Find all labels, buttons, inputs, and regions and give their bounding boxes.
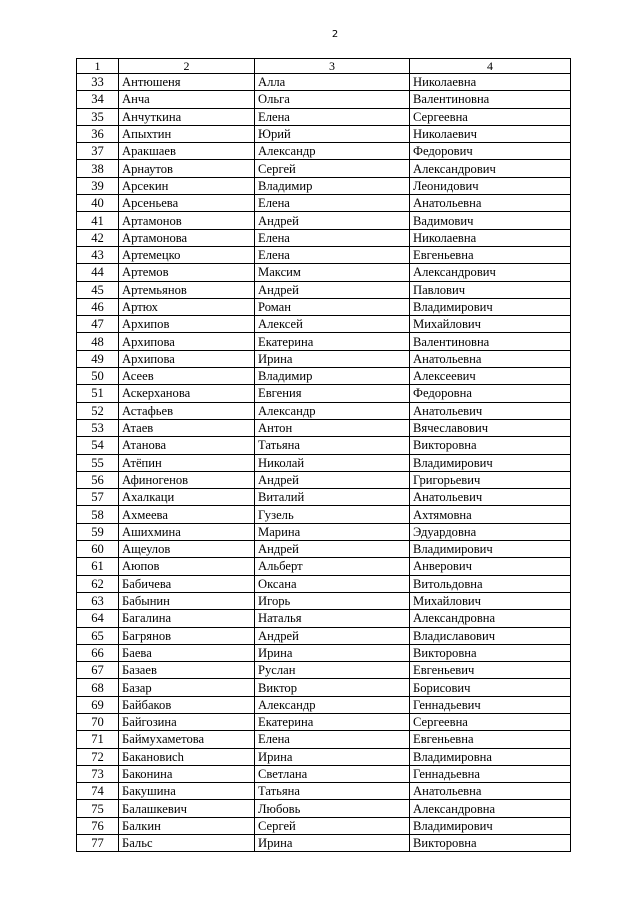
surname-cell: Арсеньева: [119, 195, 255, 212]
patronymic-cell: Александровна: [410, 610, 571, 627]
patronymic-cell: Леонидович: [410, 177, 571, 194]
row-number-cell: 42: [77, 229, 119, 246]
table-row: [77, 835, 571, 852]
first-name-cell: Сергей: [255, 160, 410, 177]
table-row: [77, 333, 571, 350]
table-row: [77, 350, 571, 367]
table-row: [77, 679, 571, 696]
table-header: [77, 59, 571, 74]
table-row: [77, 160, 571, 177]
table-row: [77, 229, 571, 246]
table-row: [77, 281, 571, 298]
first-name-cell: Ирина: [255, 644, 410, 661]
row-number-cell: 70: [77, 713, 119, 730]
surname-cell: Базар: [119, 679, 255, 696]
patronymic-cell: Вячеславович: [410, 419, 571, 436]
first-name-cell: Татьяна: [255, 437, 410, 454]
row-number-cell: 55: [77, 454, 119, 471]
patronymic-cell: Сергеевна: [410, 108, 571, 125]
row-number-cell: 44: [77, 264, 119, 281]
surname-cell: Анчуткина: [119, 108, 255, 125]
row-number-cell: 41: [77, 212, 119, 229]
table-row: [77, 419, 571, 436]
patronymic-cell: Анатольевна: [410, 195, 571, 212]
table-row: [77, 696, 571, 713]
patronymic-cell: Григорьевич: [410, 471, 571, 488]
first-name-cell: Виктор: [255, 679, 410, 696]
row-number-cell: 69: [77, 696, 119, 713]
patronymic-cell: Александрович: [410, 160, 571, 177]
page-number: 2: [331, 29, 339, 40]
table-row: [77, 385, 571, 402]
patronymic-cell: Анатольевна: [410, 783, 571, 800]
row-number-cell: 75: [77, 800, 119, 817]
row-number-cell: 66: [77, 644, 119, 661]
table-row: [77, 783, 571, 800]
first-name-cell: Наталья: [255, 610, 410, 627]
table-row: [77, 575, 571, 592]
first-name-cell: Андрей: [255, 627, 410, 644]
row-number-cell: 48: [77, 333, 119, 350]
row-number-cell: 74: [77, 783, 119, 800]
surname-cell: Артамонова: [119, 229, 255, 246]
first-name-cell: Алла: [255, 74, 410, 91]
patronymic-cell: Геннадьевич: [410, 696, 571, 713]
column-header-1: 1: [77, 59, 119, 74]
first-name-cell: Руслан: [255, 662, 410, 679]
patronymic-cell: Сергеевна: [410, 713, 571, 730]
table-row: [77, 177, 571, 194]
row-number-cell: 39: [77, 177, 119, 194]
row-number-cell: 59: [77, 523, 119, 540]
patronymic-cell: Федоровна: [410, 385, 571, 402]
name-table: [76, 58, 571, 852]
first-name-cell: Андрей: [255, 471, 410, 488]
surname-cell: Баева: [119, 644, 255, 661]
patronymic-cell: Михайлович: [410, 316, 571, 333]
first-name-cell: Максим: [255, 264, 410, 281]
table-row: [77, 765, 571, 782]
row-number-cell: 38: [77, 160, 119, 177]
surname-cell: Бабынин: [119, 592, 255, 609]
row-number-cell: 53: [77, 419, 119, 436]
surname-cell: Багрянов: [119, 627, 255, 644]
row-number-cell: 73: [77, 765, 119, 782]
first-name-cell: Ольга: [255, 91, 410, 108]
patronymic-cell: Владиславович: [410, 627, 571, 644]
surname-cell: Арсекин: [119, 177, 255, 194]
surname-cell: Баймухаметова: [119, 731, 255, 748]
patronymic-cell: Витольдовна: [410, 575, 571, 592]
surname-cell: Ахалкаци: [119, 489, 255, 506]
surname-cell: Артемов: [119, 264, 255, 281]
surname-cell: Архипова: [119, 333, 255, 350]
patronymic-cell: Владимирович: [410, 541, 571, 558]
patronymic-cell: Викторовна: [410, 835, 571, 852]
first-name-cell: Виталий: [255, 489, 410, 506]
row-number-cell: 60: [77, 541, 119, 558]
table-row: [77, 91, 571, 108]
patronymic-cell: Владимирович: [410, 298, 571, 315]
patronymic-cell: Владимирович: [410, 454, 571, 471]
first-name-cell: Альберт: [255, 558, 410, 575]
row-number-cell: 51: [77, 385, 119, 402]
row-number-cell: 57: [77, 489, 119, 506]
table-row: [77, 402, 571, 419]
table-row: [77, 506, 571, 523]
row-number-cell: 34: [77, 91, 119, 108]
surname-cell: Ахмеева: [119, 506, 255, 523]
row-number-cell: 40: [77, 195, 119, 212]
patronymic-cell: Евгеньевна: [410, 246, 571, 263]
row-number-cell: 58: [77, 506, 119, 523]
patronymic-cell: Геннадьевна: [410, 765, 571, 782]
surname-cell: Базаев: [119, 662, 255, 679]
row-number-cell: 43: [77, 246, 119, 263]
first-name-cell: Марина: [255, 523, 410, 540]
table-row: [77, 558, 571, 575]
surname-cell: Аракшаев: [119, 143, 255, 160]
first-name-cell: Татьяна: [255, 783, 410, 800]
table-row: [77, 125, 571, 142]
surname-cell: Архипов: [119, 316, 255, 333]
table-body: [77, 74, 571, 852]
table-row: [77, 246, 571, 263]
patronymic-cell: Валентиновна: [410, 91, 571, 108]
surname-cell: Баконина: [119, 765, 255, 782]
surname-cell: Апыхтин: [119, 125, 255, 142]
row-number-cell: 76: [77, 817, 119, 834]
first-name-cell: Екатерина: [255, 333, 410, 350]
first-name-cell: Елена: [255, 195, 410, 212]
surname-cell: Бабичева: [119, 575, 255, 592]
first-name-cell: Ирина: [255, 350, 410, 367]
row-number-cell: 46: [77, 298, 119, 315]
table-row: [77, 316, 571, 333]
first-name-cell: Владимир: [255, 368, 410, 385]
surname-cell: Анча: [119, 91, 255, 108]
table-row: [77, 523, 571, 540]
row-number-cell: 33: [77, 74, 119, 91]
row-number-cell: 54: [77, 437, 119, 454]
patronymic-cell: Борисович: [410, 679, 571, 696]
header-row: [77, 59, 571, 74]
row-number-cell: 37: [77, 143, 119, 160]
row-number-cell: 67: [77, 662, 119, 679]
surname-cell: Артемьянов: [119, 281, 255, 298]
table-row: [77, 713, 571, 730]
table-row: [77, 748, 571, 765]
surname-cell: Бакушина: [119, 783, 255, 800]
surname-cell: Байбаков: [119, 696, 255, 713]
surname-cell: Бакановиch: [119, 748, 255, 765]
first-name-cell: Алексей: [255, 316, 410, 333]
table-row: [77, 195, 571, 212]
patronymic-cell: Викторовна: [410, 437, 571, 454]
row-number-cell: 64: [77, 610, 119, 627]
patronymic-cell: Павлович: [410, 281, 571, 298]
surname-cell: Антюшеня: [119, 74, 255, 91]
first-name-cell: Екатерина: [255, 713, 410, 730]
column-header-2: 2: [119, 59, 255, 74]
table-row: [77, 108, 571, 125]
first-name-cell: Елена: [255, 246, 410, 263]
surname-cell: Атаев: [119, 419, 255, 436]
row-number-cell: 56: [77, 471, 119, 488]
row-number-cell: 49: [77, 350, 119, 367]
first-name-cell: Ирина: [255, 835, 410, 852]
surname-cell: Архипова: [119, 350, 255, 367]
patronymic-cell: Николаевна: [410, 229, 571, 246]
patronymic-cell: Анатольевна: [410, 350, 571, 367]
first-name-cell: Юрий: [255, 125, 410, 142]
column-header-3: 3: [255, 59, 410, 74]
patronymic-cell: Евгеньевна: [410, 731, 571, 748]
first-name-cell: Евгения: [255, 385, 410, 402]
table-row: [77, 437, 571, 454]
first-name-cell: Сергей: [255, 817, 410, 834]
table-row: [77, 817, 571, 834]
first-name-cell: Игорь: [255, 592, 410, 609]
patronymic-cell: Федорович: [410, 143, 571, 160]
surname-cell: Ашихмина: [119, 523, 255, 540]
table-row: [77, 143, 571, 160]
row-number-cell: 45: [77, 281, 119, 298]
patronymic-cell: Николаевна: [410, 74, 571, 91]
surname-cell: Афиногенов: [119, 471, 255, 488]
table-row: [77, 489, 571, 506]
surname-cell: Багалина: [119, 610, 255, 627]
row-number-cell: 47: [77, 316, 119, 333]
table-row: [77, 662, 571, 679]
patronymic-cell: Анверович: [410, 558, 571, 575]
row-number-cell: 52: [77, 402, 119, 419]
first-name-cell: Любовь: [255, 800, 410, 817]
table-row: [77, 454, 571, 471]
first-name-cell: Александр: [255, 402, 410, 419]
row-number-cell: 61: [77, 558, 119, 575]
table-row: [77, 800, 571, 817]
table-row: [77, 74, 571, 91]
patronymic-cell: Алексеевич: [410, 368, 571, 385]
surname-cell: Бальс: [119, 835, 255, 852]
surname-cell: Байгозина: [119, 713, 255, 730]
patronymic-cell: Михайлович: [410, 592, 571, 609]
surname-cell: Балкин: [119, 817, 255, 834]
first-name-cell: Светлана: [255, 765, 410, 782]
table-row: [77, 541, 571, 558]
first-name-cell: Антон: [255, 419, 410, 436]
patronymic-cell: Александровна: [410, 800, 571, 817]
row-number-cell: 63: [77, 592, 119, 609]
first-name-cell: Оксана: [255, 575, 410, 592]
surname-cell: Артемецко: [119, 246, 255, 263]
table-row: [77, 471, 571, 488]
patronymic-cell: Викторовна: [410, 644, 571, 661]
surname-cell: Балашкевич: [119, 800, 255, 817]
table-row: [77, 264, 571, 281]
patronymic-cell: Ахтямовна: [410, 506, 571, 523]
row-number-cell: 71: [77, 731, 119, 748]
row-number-cell: 72: [77, 748, 119, 765]
surname-cell: Аскерханова: [119, 385, 255, 402]
first-name-cell: Владимир: [255, 177, 410, 194]
first-name-cell: Николай: [255, 454, 410, 471]
first-name-cell: Андрей: [255, 212, 410, 229]
patronymic-cell: Вадимович: [410, 212, 571, 229]
surname-cell: Атанова: [119, 437, 255, 454]
first-name-cell: Елена: [255, 108, 410, 125]
first-name-cell: Роман: [255, 298, 410, 315]
surname-cell: Артамонов: [119, 212, 255, 229]
first-name-cell: Елена: [255, 731, 410, 748]
patronymic-cell: Эдуардовна: [410, 523, 571, 540]
row-number-cell: 77: [77, 835, 119, 852]
row-number-cell: 62: [77, 575, 119, 592]
first-name-cell: Александр: [255, 696, 410, 713]
table-row: [77, 368, 571, 385]
row-number-cell: 50: [77, 368, 119, 385]
table-row: [77, 610, 571, 627]
column-header-4: 4: [410, 59, 571, 74]
table-row: [77, 212, 571, 229]
table-row: [77, 592, 571, 609]
table-row: [77, 627, 571, 644]
row-number-cell: 35: [77, 108, 119, 125]
table-row: [77, 644, 571, 661]
surname-cell: Асеев: [119, 368, 255, 385]
patronymic-cell: Владимировна: [410, 748, 571, 765]
surname-cell: Арнаутов: [119, 160, 255, 177]
surname-cell: Атёпин: [119, 454, 255, 471]
first-name-cell: Елена: [255, 229, 410, 246]
first-name-cell: Гузель: [255, 506, 410, 523]
first-name-cell: Андрей: [255, 541, 410, 558]
patronymic-cell: Анатольевич: [410, 489, 571, 506]
surname-cell: Ащеулов: [119, 541, 255, 558]
row-number-cell: 68: [77, 679, 119, 696]
surname-cell: Астафьев: [119, 402, 255, 419]
first-name-cell: Ирина: [255, 748, 410, 765]
patronymic-cell: Владимирович: [410, 817, 571, 834]
table-row: [77, 731, 571, 748]
table-row: [77, 298, 571, 315]
row-number-cell: 65: [77, 627, 119, 644]
surname-cell: Аюпов: [119, 558, 255, 575]
patronymic-cell: Анатольевич: [410, 402, 571, 419]
first-name-cell: Андрей: [255, 281, 410, 298]
patronymic-cell: Евгеньевич: [410, 662, 571, 679]
surname-cell: Артюх: [119, 298, 255, 315]
patronymic-cell: Валентиновна: [410, 333, 571, 350]
row-number-cell: 36: [77, 125, 119, 142]
first-name-cell: Александр: [255, 143, 410, 160]
patronymic-cell: Николаевич: [410, 125, 571, 142]
patronymic-cell: Александрович: [410, 264, 571, 281]
